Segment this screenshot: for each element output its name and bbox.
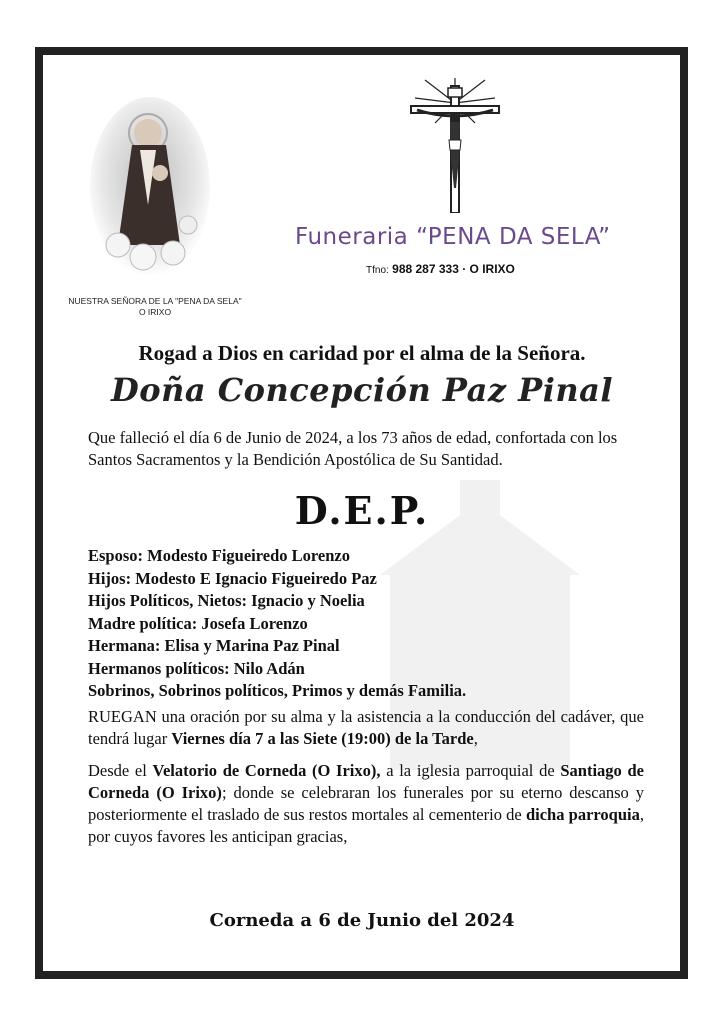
family-line: Hermana: Elisa y Marina Paz Pinal xyxy=(88,636,340,655)
family-line: Hijos: Modesto E Ignacio Figueiredo Paz xyxy=(88,568,377,588)
phone-label: Tfno: xyxy=(366,265,389,276)
family-line: Hijos Políticos, Nietos: Ignacio y Noelia xyxy=(88,591,365,610)
virgin-caption-line1: NUESTRA SEÑORA DE LA "PENA DA SELA" xyxy=(68,296,242,306)
crucifix-icon xyxy=(405,78,505,213)
virgin-image xyxy=(88,95,213,280)
family-line: Madre política: Josefa Lorenzo xyxy=(88,613,308,633)
funeraria-name: Funeraria “PENA DA SELA” xyxy=(295,224,611,250)
deceased-name: Doña Concepción Paz Pinal xyxy=(110,371,614,409)
route-text-1: Desde el xyxy=(88,761,153,780)
route-text-3: ; donde se celebraran los funerales por su eterno descanso y posteriormente el traslado de sus restos mortales al cementerio de xyxy=(88,783,644,824)
ruegan-time: Viernes día 7 a las Siete (19:00) de la Tarde xyxy=(171,729,474,748)
ruegan-end: , xyxy=(473,729,478,748)
dep-abbreviation: D.E.P. xyxy=(294,488,430,533)
route-velatorio: Velatorio de Corneda (O Irixo), xyxy=(152,761,381,780)
phone-line xyxy=(366,262,515,276)
family-list xyxy=(88,545,648,703)
family-line: Sobrinos, Sobrinos políticos, Primos y demás Familia. xyxy=(88,681,467,700)
ruegan-text: RUEGAN una oración por su alma y la asistencia a la conducción del cadáver, que tendrá lugar xyxy=(88,707,644,748)
route-text-4: , por cuyos favores les anticipan gracias, xyxy=(88,805,644,846)
ruegan-paragraph xyxy=(88,706,644,750)
phone-value: 988 287 333 · O IRIXO xyxy=(392,262,515,276)
family-line: Hermanos políticos: Nilo Adán xyxy=(88,658,305,678)
route-parish: dicha parroquia xyxy=(525,805,640,824)
virgin-caption-line2: O IRIXO xyxy=(138,307,172,317)
family-line: Esposo: Modesto Figueiredo Lorenzo xyxy=(88,546,351,565)
death-statement: Que falleció el día 6 de Junio de 2024, a los 73 años de edad, confortada con los Santos Sacramentos y la Bendición Apostólica de Su Santidad. xyxy=(88,428,618,469)
route-church: Santiago de Corneda (O Irixo) xyxy=(88,761,645,802)
virgin-caption xyxy=(50,296,260,318)
route-text-2: a la iglesia parroquial de xyxy=(380,761,561,780)
route-paragraph xyxy=(88,760,644,848)
rogad-heading: Rogad a Dios en caridad por el alma de la Señora. xyxy=(138,341,586,365)
closing-place-date: Corneda a 6 de Junio del 2024 xyxy=(209,910,515,931)
